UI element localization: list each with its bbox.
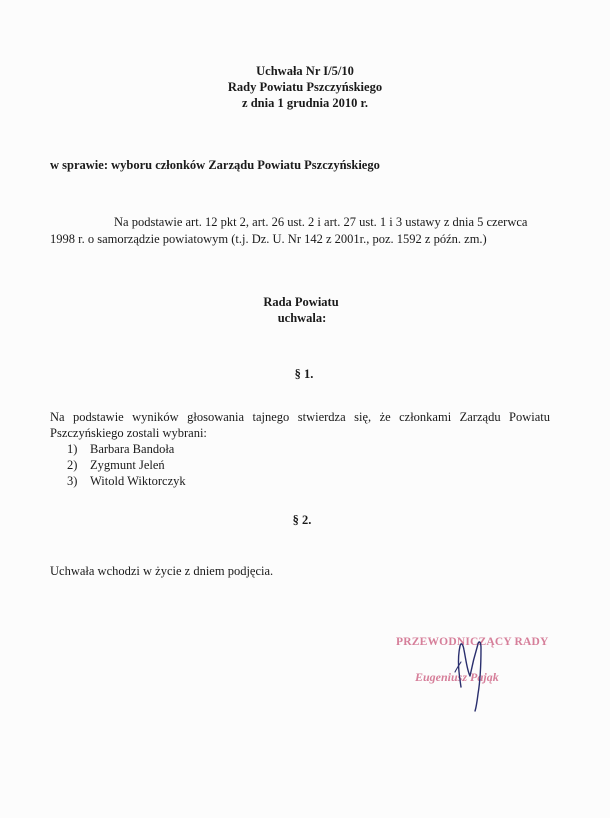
handwritten-signature-icon (443, 632, 503, 712)
board-members-list (67, 441, 186, 489)
stamp-title: PRZEWODNICZĄCY RADY (396, 636, 549, 648)
list-item (67, 473, 186, 489)
resolution-header (0, 63, 610, 111)
list-item (67, 441, 186, 457)
council-resolves-word: uchwala: (277, 311, 327, 325)
legal-basis (50, 214, 550, 248)
council-name: Rada Powiatu (263, 295, 339, 309)
section-1-mark (0, 367, 610, 382)
resolution-date: z dnia 1 grudnia 2010 r. (242, 96, 368, 110)
list-item-number: 3) (67, 474, 78, 488)
section-2-mark (0, 513, 610, 528)
section-2-text: Uchwała wchodzi w życie z dniem podjęcia. (50, 564, 274, 578)
legal-basis-line-2: 1998 r. o samorządzie powiatowym (t.j. Dz. U. Nr 142 z 2001r., poz. 1592 z późn. zm.) (50, 232, 487, 246)
list-item (67, 457, 186, 473)
legal-basis-line-1: Na podstawie art. 12 pkt 2, art. 26 ust. 2 i art. 27 ust. 1 i 3 ustawy z dnia 5 czerwca (114, 215, 528, 229)
list-item-number: 2) (67, 458, 78, 472)
resolution-subject: w sprawie: wyboru członków Zarządu Powiatu Pszczyńskiego (50, 158, 380, 172)
list-item-number: 1) (67, 442, 78, 456)
section-1-text-line-1: Na podstawie wyników głosowania tajnego stwierdza się, że członkami Zarządu Powiatu (50, 410, 550, 424)
resolution-issuer: Rady Powiatu Pszczyńskiego (227, 80, 383, 94)
list-item-name: Zygmunt Jeleń (90, 458, 165, 472)
section-1-text-line-2: Pszczyńskiego zostali wybrani: (50, 426, 207, 440)
council-resolves (0, 294, 610, 326)
list-item-name: Barbara Bandoła (90, 442, 175, 456)
list-item-name: Witold Wiktorczyk (90, 474, 186, 488)
resolution-number: Uchwała Nr I/5/10 (256, 64, 354, 78)
stamp-name: Eugeniusz Pająk (415, 670, 499, 684)
section-1-text (50, 409, 550, 441)
section-1-mark-text: § 1. (294, 367, 314, 381)
section-2-mark-text: § 2. (292, 513, 312, 527)
